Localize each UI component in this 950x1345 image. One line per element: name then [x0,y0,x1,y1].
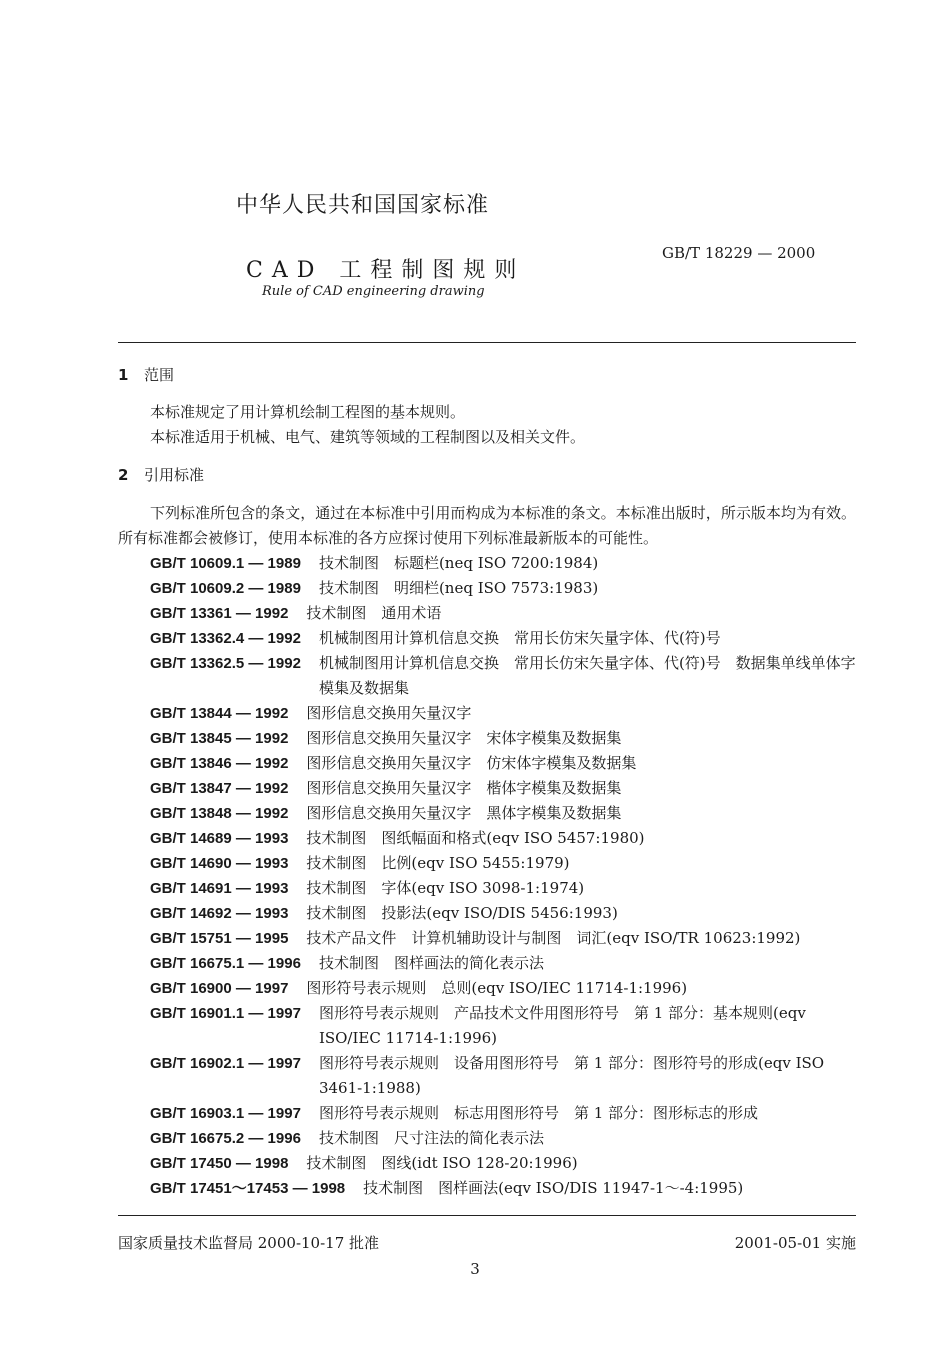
reference-code: GB/T 13845 — 1992 [150,730,289,747]
reference-code: GB/T 16675.2 — 1996 [150,1130,301,1147]
section-number: 2 [118,466,129,484]
header-divider [118,342,856,343]
reference-item [150,551,856,576]
approval-note: 国家质量技术监督局 2000-10-17 批准 [118,1234,380,1252]
reference-title: 技术制图 尺寸注法的简化表示法 [318,1129,544,1147]
reference-title: 图形信息交换用矢量汉字 楷体字模集及数据集 [306,779,622,797]
section-title: 引用标准 [144,466,205,484]
reference-title: 图形信息交换用矢量汉字 黑体字模集及数据集 [306,804,622,822]
reference-title: 技术制图 图样画法的简化表示法 [318,954,544,972]
reference-code: GB/T 10609.2 — 1989 [150,580,301,597]
reference-item [150,576,856,601]
reference-item [150,701,856,726]
reference-item [150,1151,856,1176]
reference-title: 技术制图 比例(eqv ISO 5455:1979) [306,854,570,872]
reference-title: 图形符号表示规则 设备用图形符号 第 1 部分：图形符号的形成(eqv ISO 3461-1:1988) [318,1054,825,1097]
reference-code: GB/T 13847 — 1992 [150,780,289,797]
reference-title: 机械制图用计算机信息交换 常用长仿宋矢量字体、代(符)号 [318,629,721,647]
reference-code: GB/T 16903.1 — 1997 [150,1105,301,1122]
reference-item [150,851,856,876]
reference-title: 技术制图 标题栏(neq ISO 7200:1984) [318,554,599,572]
reference-list [150,551,856,1201]
standard-code: GB/T 18229 — 2000 [662,244,816,262]
reference-code: GB/T 15751 — 1995 [150,930,289,947]
reference-title: 图形符号表示规则 标志用图形符号 第 1 部分：图形标志的形成 [318,1104,759,1122]
reference-code: GB/T 13362.5 — 1992 [150,655,301,672]
reference-item [150,801,856,826]
reference-code: GB/T 17451～17453 — 1998 [150,1180,346,1197]
reference-item [150,626,856,651]
reference-item [150,826,856,851]
reference-code: GB/T 17450 — 1998 [150,1155,289,1172]
reference-code: GB/T 14689 — 1993 [150,830,289,847]
reference-item [150,1126,856,1151]
section-number: 1 [118,366,129,384]
reference-code: GB/T 16902.1 — 1997 [150,1055,301,1072]
reference-title: 图形符号表示规则 产品技术文件用图形符号 第 1 部分：基本规则(eqv ISO/IEC 11714-1:1996) [318,1004,806,1047]
reference-item [150,926,856,951]
reference-code: GB/T 13844 — 1992 [150,705,289,722]
reference-title: 技术制图 字体(eqv ISO 3098-1:1974) [306,879,585,897]
reference-code: GB/T 14691 — 1993 [150,880,289,897]
reference-item [150,751,856,776]
reference-code: GB/T 13846 — 1992 [150,755,289,772]
reference-code: GB/T 13361 — 1992 [150,605,289,622]
reference-item [150,726,856,751]
reference-title: 技术制图 图线(idt ISO 128-20:1996) [306,1154,578,1172]
reference-code: GB/T 13848 — 1992 [150,805,289,822]
reference-title: 图形信息交换用矢量汉字 宋体字模集及数据集 [306,729,622,747]
paragraph: 本标准适用于机械、电气、建筑等领域的工程制图以及相关文件。 [150,428,586,446]
section-heading-scope [118,364,174,385]
reference-title: 技术制图 图样画法(eqv ISO/DIS 11947-1～-4:1995) [363,1179,744,1197]
paragraph: 本标准规定了用计算机绘制工程图的基本规则。 [150,403,466,421]
reference-item [150,1101,856,1126]
reference-item [150,1051,856,1101]
reference-item [150,776,856,801]
reference-title: 技术制图 投影法(eqv ISO/DIS 5456:1993) [306,904,618,922]
reference-item [150,1176,856,1201]
standard-title: CAD 工程制图规则 [246,258,526,283]
reference-code: GB/T 13362.4 — 1992 [150,630,301,647]
section-title: 范围 [144,366,175,384]
reference-code: GB/T 14690 — 1993 [150,855,289,872]
reference-title: 技术制图 通用术语 [306,604,442,622]
reference-item [150,1001,856,1051]
page-number: 3 [470,1260,480,1278]
standard-subtitle-english: Rule of CAD engineering drawing [262,284,485,299]
reference-item [150,901,856,926]
reference-code: GB/T 10609.1 — 1989 [150,555,301,572]
reference-title: 图形信息交换用矢量汉字 [306,704,472,722]
reference-item [150,601,856,626]
national-standard-title: 中华人民共和国国家标准 [236,193,490,218]
reference-title: 图形信息交换用矢量汉字 仿宋体字模集及数据集 [306,754,637,772]
reference-title: 技术制图 图纸幅面和格式(eqv ISO 5457:1980) [306,829,645,847]
reference-title: 机械制图用计算机信息交换 常用长仿宋矢量字体、代(符)号 数据集单线单体字模集及数据集 [318,654,856,697]
implementation-date: 2001-05-01 实施 [734,1234,856,1252]
section-heading-normative-references [118,464,204,485]
reference-title: 技术制图 明细栏(neq ISO 7573:1983) [318,579,599,597]
reference-code: GB/T 16900 — 1997 [150,980,289,997]
reference-title: 技术产品文件 计算机辅助设计与制图 词汇(eqv ISO/TR 10623:1992) [306,929,801,947]
reference-code: GB/T 16901.1 — 1997 [150,1005,301,1022]
reference-item [150,951,856,976]
reference-title: 图形符号表示规则 总则(eqv ISO/IEC 11714-1:1996) [306,979,688,997]
reference-item [150,976,856,1001]
paragraph: 下列标准所包含的条文，通过在本标准中引用而构成为本标准的条文。本标准出版时，所示版本均为有效。所有标准都会被修订，使用本标准的各方应探讨使用下列标准最新版本的可能性。 [118,504,856,547]
reference-code: GB/T 16675.1 — 1996 [150,955,301,972]
reference-code: GB/T 14692 — 1993 [150,905,289,922]
reference-item [150,651,856,701]
footer-divider [118,1215,856,1216]
reference-item [150,876,856,901]
